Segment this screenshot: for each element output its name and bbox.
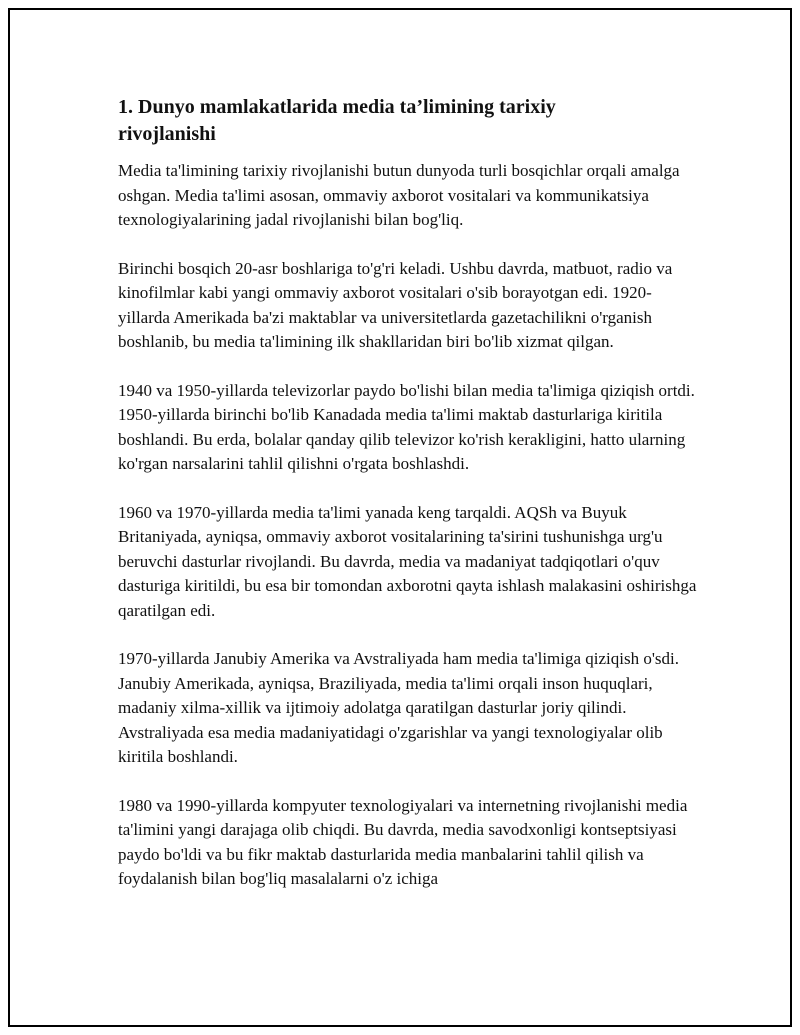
document-page: [8, 8, 792, 1027]
section-heading: 1. Dunyo mamlakatlarida media ta’limining tarixiy rivojlanishi: [118, 96, 556, 145]
paragraph: Media ta'limining tarixiy rivojlanishi butun dunyoda turli bosqichlar orqali amalga oshgan. Media ta'limi asosan, ommaviy axborot vositalari va kommunikatsiya texnologiyalarining jadal rivojlanishi bilan bog'liq.: [118, 161, 680, 229]
document-content: [118, 94, 698, 916]
paragraph: 1940 va 1950-yillarda televizorlar paydo bo'lishi bilan media ta'limiga qiziqish ortdi. 1950-yillarda birinchi bo'lib Kanadada media ta'limi maktab dasturlariga kiritila boshlandi. Bu erda, bolalar qanday qilib televizor ko'rish kerakligini, hatto ularning ko'rgan narsalarini tahlil qilishni o'rgata boshlashdi.: [118, 380, 695, 473]
paragraph: 1960 va 1970-yillarda media ta'limi yanada keng tarqaldi. AQSh va Buyuk Britaniyada, ayniqsa, ommaviy axborot vositalarining ta'sirini tushunishga urg'u beruvchi dasturlar rivojlandi. Bu davrda, media va madaniyat tadqiqotlari o'quv dasturiga kiritildi, bu esa bir tomondan axborotni qayta ishlash malakasini oshirishga qaratilgan edi.: [118, 502, 697, 620]
paragraph: 1970-yillarda Janubiy Amerika va Avstraliyada ham media ta'limiga qiziqish o'sdi. Janubiy Amerikada, ayniqsa, Braziliyada, media ta'limi orqali inson huquqlari, madaniy xilma-xillik va ijtimoiy adolatga qaratilgan dasturlar joriy qilindi. Avstraliyada esa media madaniyatidagi o'zgarishlar va yangi texnologiyalar olib kiritila boshlandi.: [118, 649, 680, 766]
paragraph: 1980 va 1990-yillarda kompyuter texnologiyalari va internetning rivojlanishi media ta'limini yangi darajaga olib chiqdi. Bu davrda, media savodxonligi kontseptsiyasi paydo bo'ldi va bu fikr maktab dasturlarida media manbalarini tahlil qilish va foydalanish bilan bog'liq masalalarni o'z ichiga: [118, 795, 688, 888]
paragraph: Birinchi bosqich 20-asr boshlariga to'g'ri keladi. Ushbu davrda, matbuot, radio va kinofilmlar kabi yangi ommaviy axborot vositalari o'sib borayotgan edi. 1920-yillarda Amerikada ba'zi maktablar va universitetlarda gazetachilikni o'rganish boshlanib, bu media ta'limining ilk shakllaridan biri bo'lib xizmat qilgan.: [118, 258, 673, 351]
